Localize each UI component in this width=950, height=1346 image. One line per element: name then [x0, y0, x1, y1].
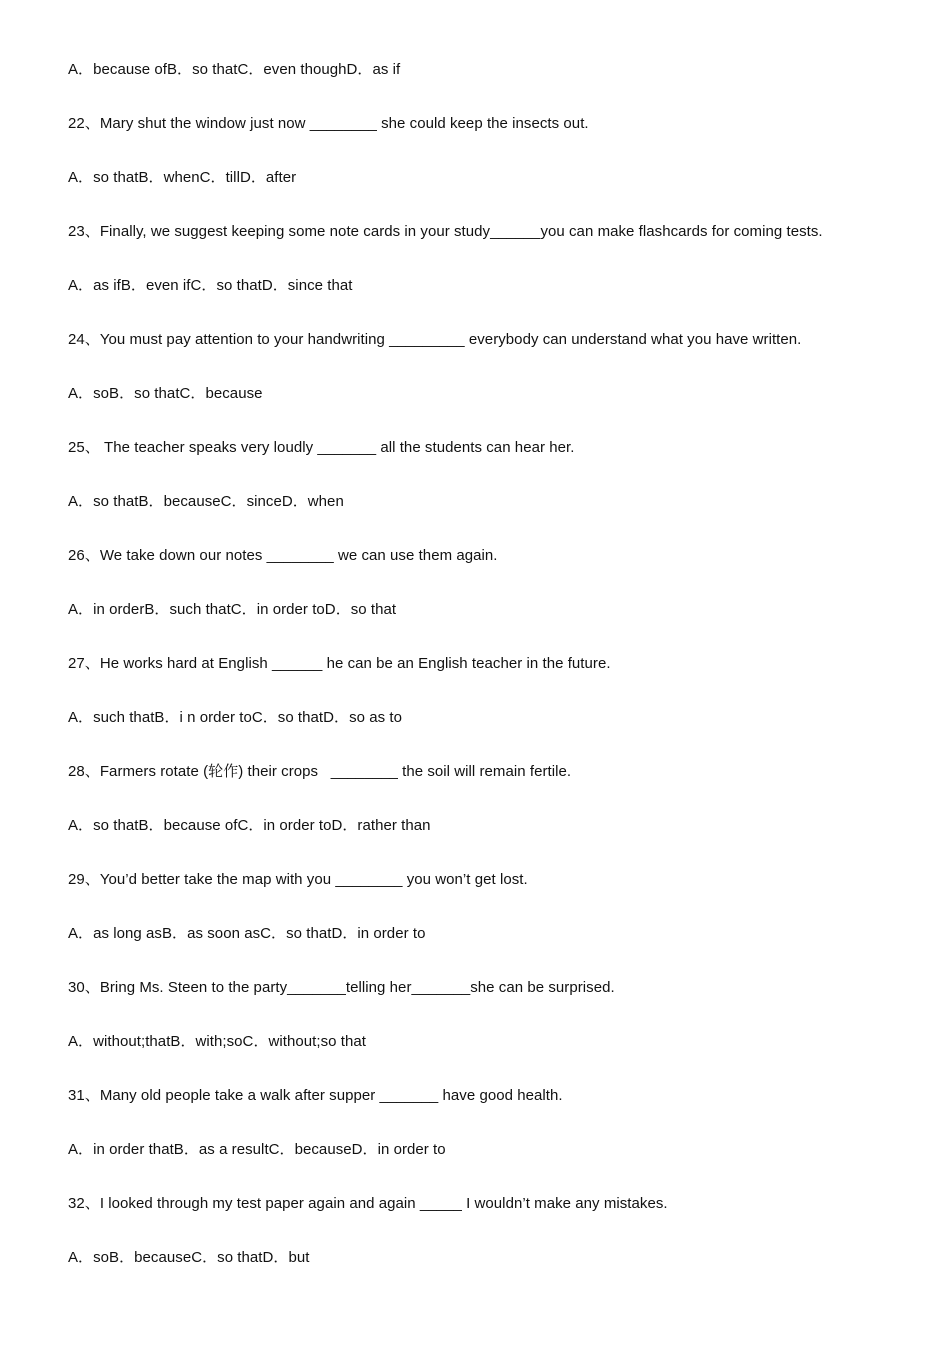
- question-32: 32、I looked through my test paper again and again _____ I wouldn’t make any mistakes.: [68, 1195, 668, 1212]
- question-25: 25、 The teacher speaks very loudly _______ all the students can hear her.: [68, 439, 575, 456]
- question-30: 30、Bring Ms. Steen to the party_______telling her_______she can be surprised.: [68, 979, 615, 996]
- answer-options-27: A．such thatB．i n order toC．so thatD．so as to: [68, 709, 403, 726]
- question-26: 26、We take down our notes ________ we can use them again.: [68, 547, 498, 564]
- question-28: 28、Farmers rotate (轮作) their crops ________ the soil will remain fertile.: [68, 763, 572, 780]
- answer-options-31: A．in order thatB．as a resultC．becauseD．in order to: [68, 1141, 446, 1158]
- answer-options-21: A．because ofB．so thatC．even thoughD．as if: [68, 61, 401, 78]
- answer-options-22: A．so thatB．whenC．tillD．after: [68, 169, 297, 186]
- answer-options-23: A．as ifB．even ifC．so thatD．since that: [68, 277, 353, 294]
- answer-options-32: A．soB．becauseC．so thatD．but: [68, 1249, 310, 1266]
- question-24: 24、You must pay attention to your handwriting _________ everybody can understand what you have written.: [68, 331, 802, 348]
- answer-options-29: A．as long asB．as soon asC．so thatD．in order to: [68, 925, 426, 942]
- question-29: 29、You’d better take the map with you ________ you won’t get lost.: [68, 871, 528, 888]
- answer-options-26: A．in orderB．such thatC．in order toD．so that: [68, 601, 397, 618]
- question-31: 31、Many old people take a walk after supper _______ have good health.: [68, 1087, 563, 1104]
- question-23: 23、Finally, we suggest keeping some note cards in your study______you can make flashcards for coming tests.: [68, 223, 823, 240]
- answer-options-24: A．soB．so thatC．because: [68, 385, 263, 402]
- question-22: 22、Mary shut the window just now ________ she could keep the insects out.: [68, 115, 589, 132]
- answer-options-25: A．so thatB．becauseC．sinceD．when: [68, 493, 344, 510]
- answer-options-28: A．so thatB．because ofC．in order toD．rather than: [68, 817, 431, 834]
- answer-options-30: A．without;thatB．with;soC．without;so that: [68, 1033, 366, 1050]
- question-27: 27、He works hard at English ______ he can be an English teacher in the future.: [68, 655, 611, 672]
